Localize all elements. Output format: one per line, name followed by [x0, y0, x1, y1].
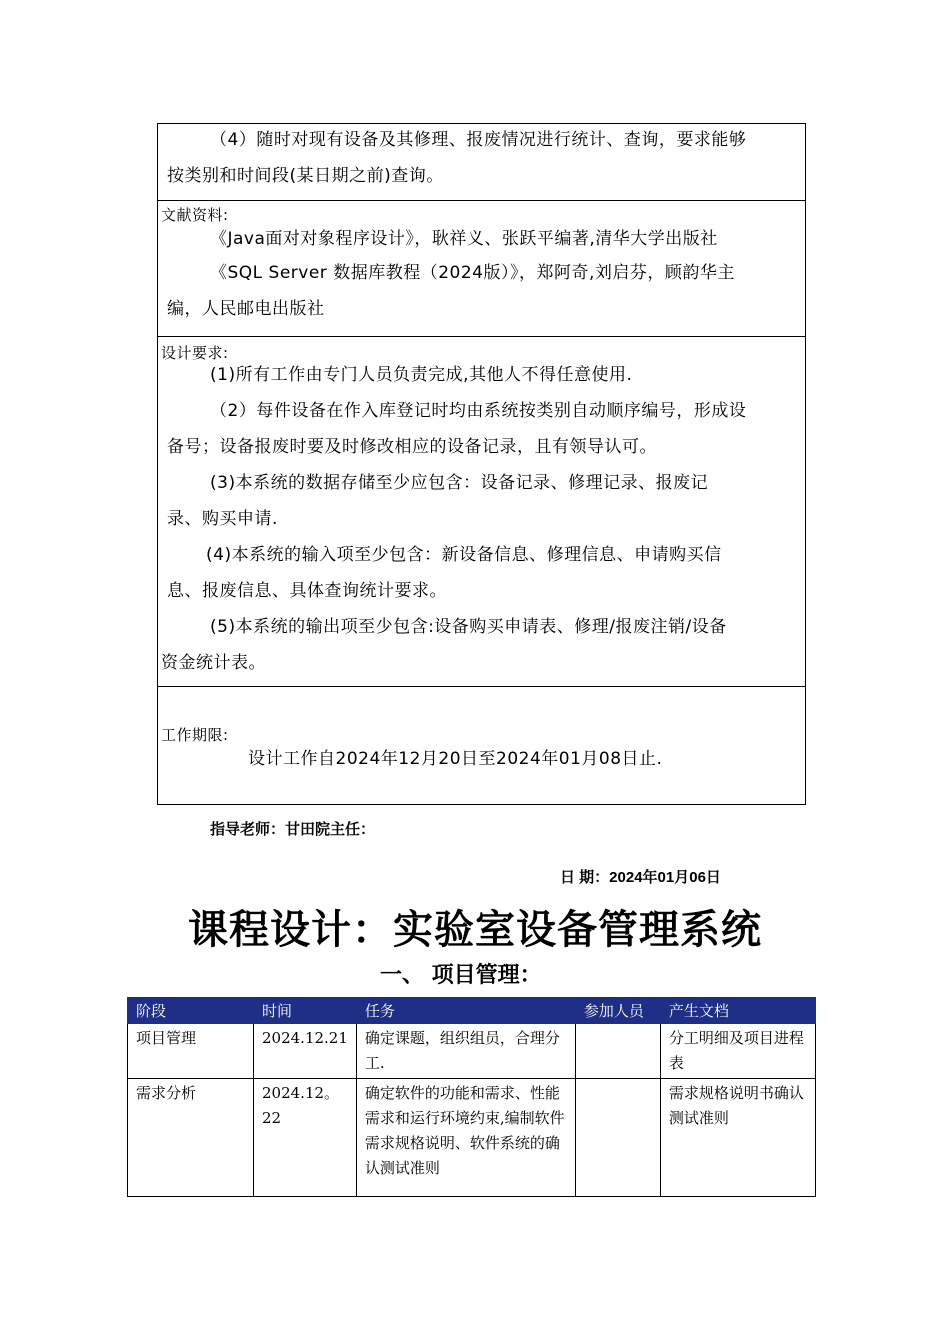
work-period-box [157, 686, 806, 805]
header-people: 参加人员 [575, 998, 660, 1024]
reference-3: 编，人民邮电出版社 [167, 299, 325, 319]
cell-docs: 需求规格说明书确认测试准则 [660, 1079, 815, 1197]
references-label: 文献资料: [161, 206, 229, 224]
requirement-5b: 资金统计表。 [161, 653, 266, 673]
requirement-4a: (4)本系统的输入项至少包含：新设备信息、修理信息、申请购买信 [206, 545, 722, 565]
reference-2: 《SQL Server 数据库教程（2024版）》，郑阿奇,刘启芬，顾韵华主 [210, 263, 735, 283]
header-task: 任务 [356, 998, 575, 1024]
query-line-1: （4）随时对现有设备及其修理、报废情况进行统计、查询，要求能够 [210, 130, 747, 150]
requirement-4b: 息、报废信息、具体查询统计要求。 [167, 581, 447, 601]
design-requirements-box [157, 336, 806, 686]
cell-time: 2024.12。22 [254, 1079, 357, 1197]
requirement-3b: 录、购买申请. [167, 509, 278, 529]
header-time: 时间 [254, 998, 357, 1024]
requirement-1: (1)所有工作由专门人员负责完成,其他人不得任意使用. [210, 365, 633, 385]
query-requirement-box [157, 123, 806, 200]
section-heading: 一、 项目管理： [380, 963, 542, 988]
signature-date: 日 期：2024年01月06日 [560, 869, 721, 886]
cell-people [575, 1079, 660, 1197]
requirement-5a: (5)本系统的输出项至少包含:设备购买申请表、修理/报废注销/设备 [210, 617, 727, 637]
cell-stage: 需求分析 [128, 1079, 254, 1197]
cell-stage: 项目管理 [128, 1024, 254, 1079]
references-box [157, 200, 806, 336]
table-header-row [128, 998, 816, 1024]
header-docs: 产生文档 [660, 998, 815, 1024]
cell-task: 确定课题，组织组员，合理分工. [356, 1024, 575, 1079]
page-title: 课程设计：实验室设备管理系统 [188, 906, 762, 953]
query-line-2: 按类别和时间段(某日期之前)查询。 [167, 166, 444, 186]
table-row [128, 1079, 816, 1197]
project-plan-table [127, 997, 816, 1197]
table-row [128, 1024, 816, 1079]
requirement-2b: 备号；设备报废时要及时修改相应的设备记录，且有领导认可。 [167, 437, 657, 457]
header-stage: 阶段 [128, 998, 254, 1024]
period-label: 工作期限: [161, 726, 229, 744]
cell-docs: 分工明细及项目进程表 [660, 1024, 815, 1079]
cell-task: 确定软件的功能和需求、性能需求和运行环境约束,编制软件需求规格说明、软件系统的确认测试准则 [356, 1079, 575, 1197]
cell-time: 2024.12.21 [254, 1024, 357, 1079]
requirements-label: 设计要求: [161, 344, 229, 362]
period-text: 设计工作自2024年12月20日至2024年01月08日止. [248, 749, 663, 769]
requirement-2a: （2）每件设备在作入库登记时均由系统按类别自动顺序编号，形成设 [210, 401, 747, 421]
reference-1: 《Java面对对象程序设计》，耿祥义、张跃平编著,清华大学出版社 [210, 229, 718, 249]
cell-people [575, 1024, 660, 1079]
requirement-3a: (3)本系统的数据存储至少应包含：设备记录、修理记录、报废记 [210, 473, 709, 493]
teacher-signature: 指导老师：甘田院主任： [210, 821, 376, 838]
